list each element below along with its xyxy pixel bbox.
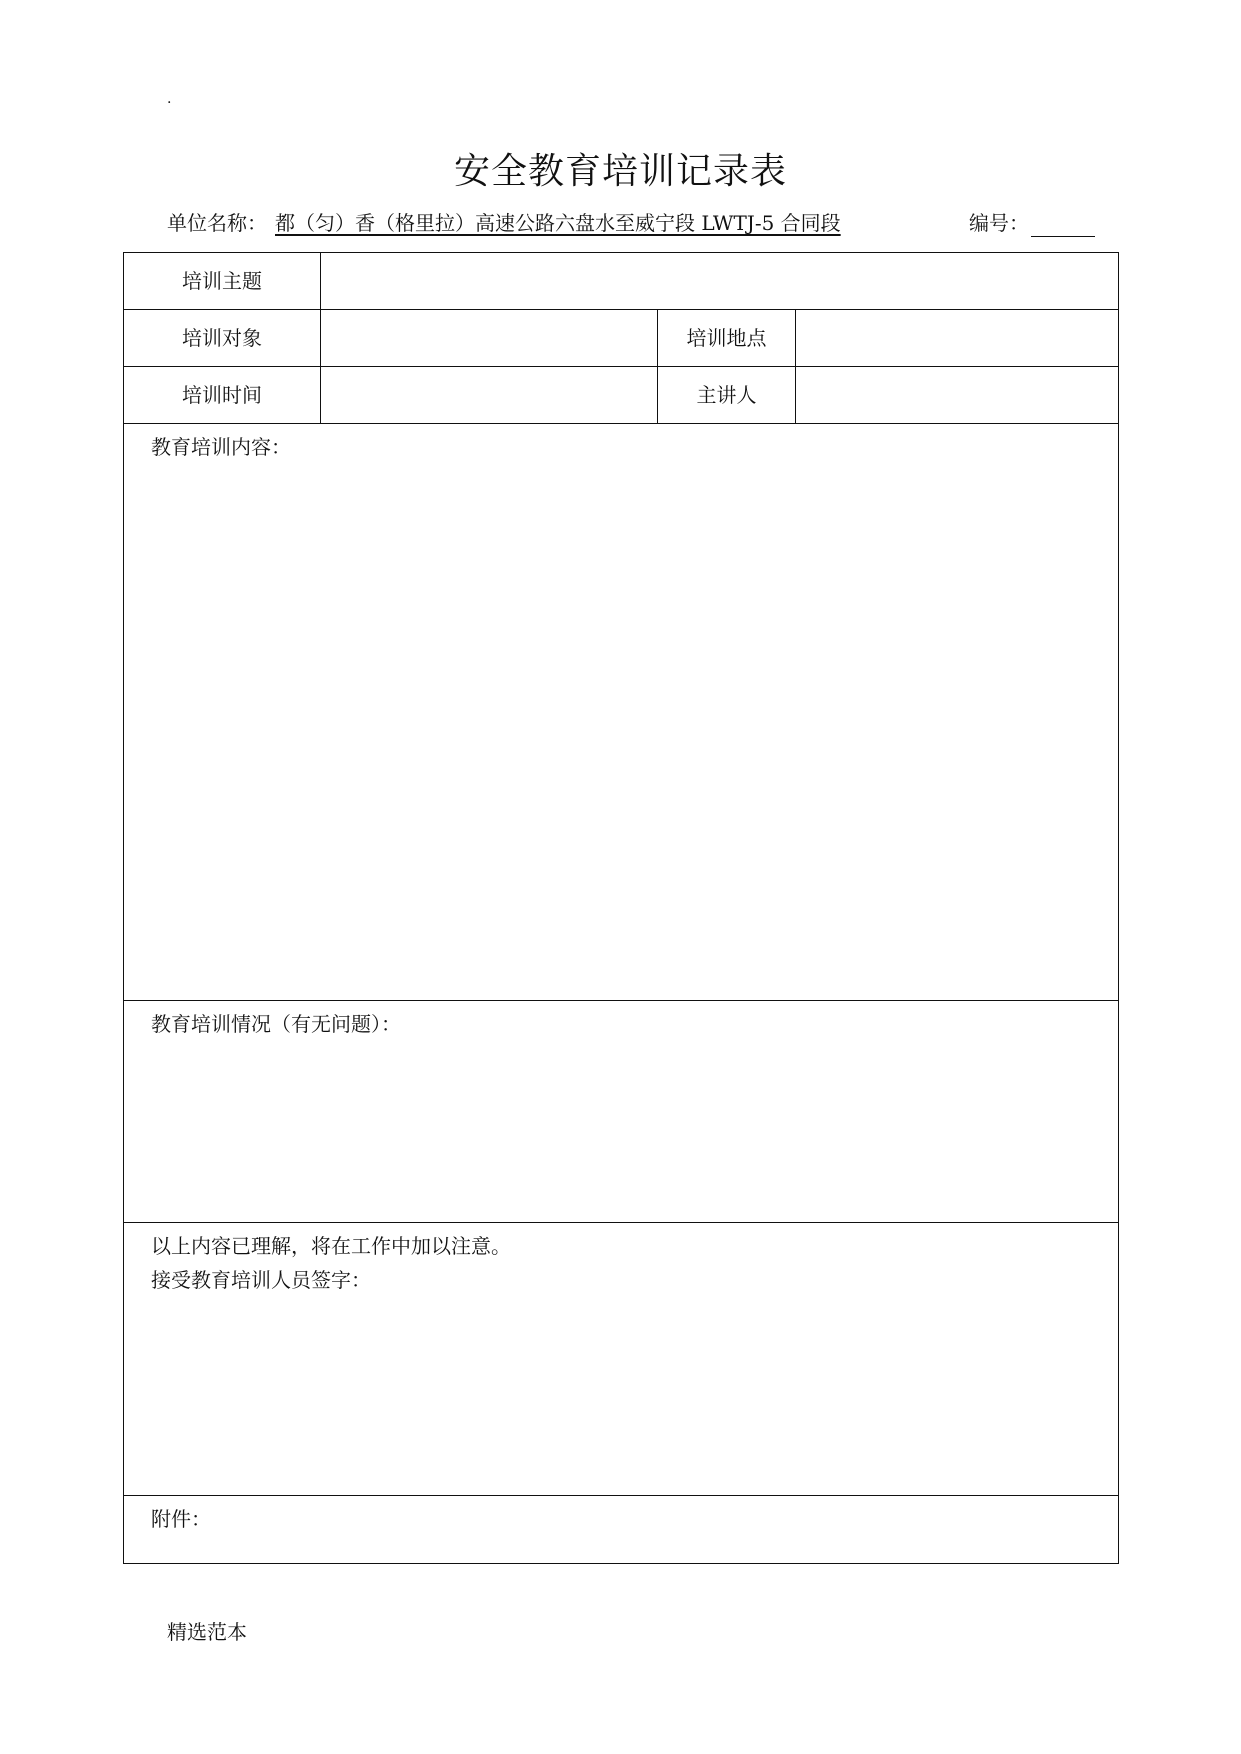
signature-cell[interactable] bbox=[124, 1223, 1119, 1496]
time-value-cell[interactable] bbox=[321, 367, 658, 424]
table-row bbox=[124, 1223, 1119, 1496]
table-row bbox=[124, 253, 1119, 310]
unit-name-label: 单位名称： bbox=[167, 211, 267, 235]
location-label: 培训地点 bbox=[658, 310, 796, 367]
content-cell[interactable] bbox=[124, 424, 1119, 1001]
audience-label: 培训对象 bbox=[124, 310, 321, 367]
attachment-cell[interactable] bbox=[124, 1496, 1119, 1564]
time-label: 培训时间 bbox=[124, 367, 321, 424]
document-title: 安全教育培训记录表 bbox=[453, 151, 787, 192]
table-row bbox=[124, 1496, 1119, 1564]
table-row bbox=[124, 1001, 1119, 1223]
table-row bbox=[124, 310, 1119, 367]
audience-value-cell[interactable] bbox=[321, 310, 658, 367]
training-record-table bbox=[123, 252, 1119, 1564]
signature-label: 接受教育培训人员签字： bbox=[151, 1268, 371, 1292]
attachment-label: 附件： bbox=[151, 1507, 211, 1531]
content-label: 教育培训内容： bbox=[151, 435, 291, 459]
topic-label: 培训主题 bbox=[124, 253, 321, 310]
table-row bbox=[124, 424, 1119, 1001]
table-row bbox=[124, 367, 1119, 424]
header-line bbox=[167, 209, 1097, 237]
number-label: 编号： bbox=[969, 211, 1029, 235]
topic-value-cell[interactable] bbox=[321, 253, 1119, 310]
unit-name-value[interactable]: 都（匀）香（格里拉）高速公路六盘水至威宁段 LWTJ-5 合同段 bbox=[275, 211, 841, 235]
top-mark: . bbox=[167, 91, 172, 107]
acknowledge-text: 以上内容已理解，将在工作中加以注意。 bbox=[151, 1234, 511, 1258]
situation-label: 教育培训情况（有无问题）： bbox=[151, 1012, 401, 1036]
speaker-label: 主讲人 bbox=[658, 367, 796, 424]
speaker-value-cell[interactable] bbox=[796, 367, 1119, 424]
number-blank[interactable] bbox=[1031, 214, 1095, 237]
number-field bbox=[969, 209, 1095, 237]
footer-note: 精选范本 bbox=[167, 1620, 247, 1644]
situation-cell[interactable] bbox=[124, 1001, 1119, 1223]
location-value-cell[interactable] bbox=[796, 310, 1119, 367]
